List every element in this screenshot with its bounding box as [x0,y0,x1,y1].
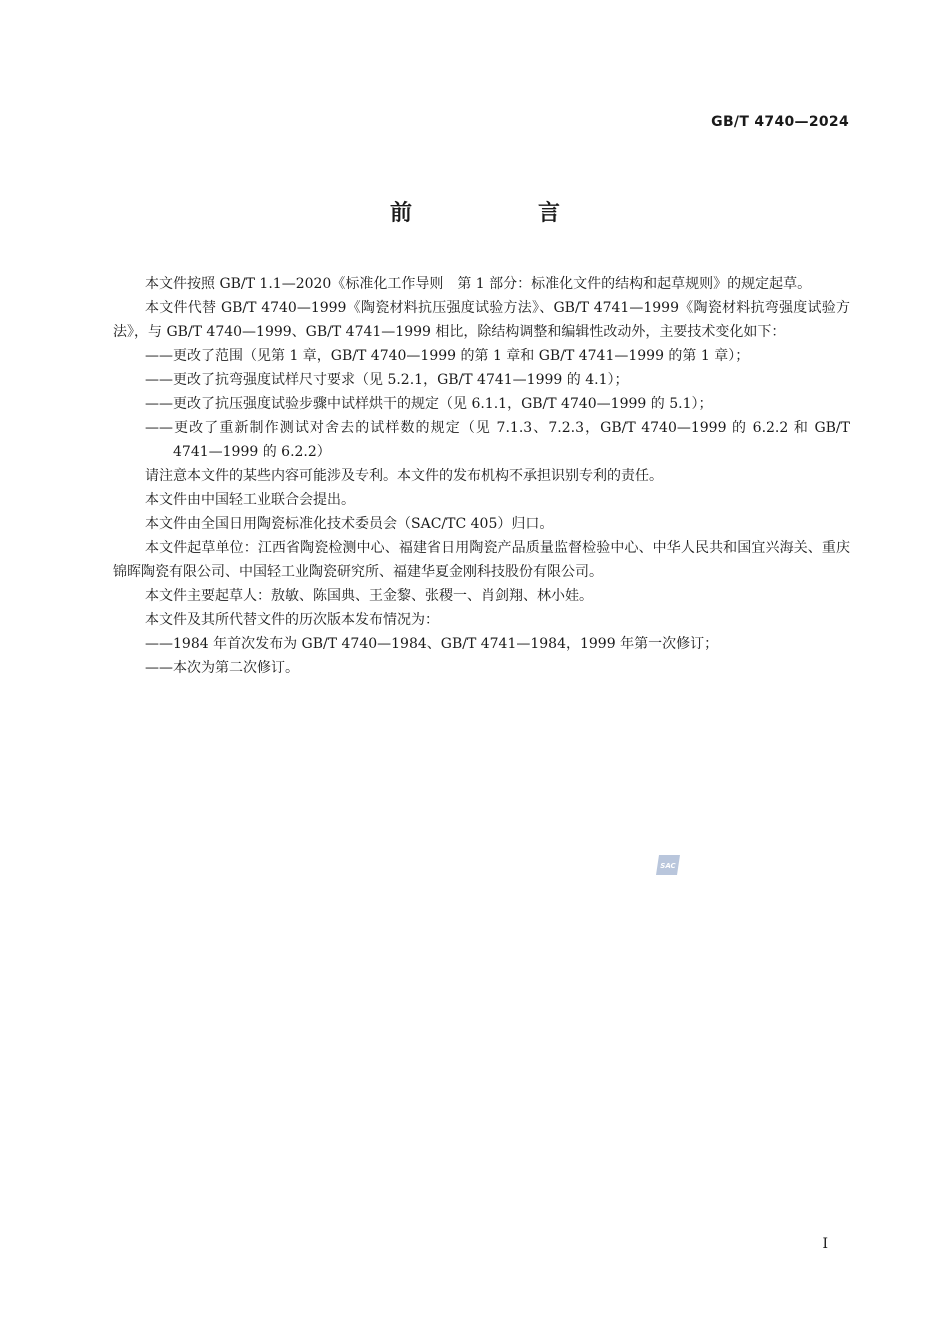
page-title: 前 言 [389,201,612,226]
paragraph-history-intro: 本文件及其所代替文件的历次版本发布情况为： [145,612,439,628]
change-item-specimen-size: ——更改了抗弯强度试样尺寸要求（见 5.2.1，GB/T 4741—1999 的 4.1）； [145,372,629,388]
standard-code: GB/T 4740—2024 [711,114,849,130]
paragraph-committee: 本文件由全国日用陶瓷标准化技术委员会（SAC/TC 405）归口。 [145,516,554,532]
paragraph-replacement: 本文件代替 GB/T 4740—1999《陶瓷材料抗压强度试验方法》、GB/T 4741—1999《陶瓷材料抗弯强度试验方法》，与 GB/T 4740—1999、GB/T 4741—1999 相比，除结构调整和编辑性改动外，主要技术变化如下： [113,300,850,340]
change-item-scope: ——更改了范围（见第 1 章，GB/T 4740—1999 的第 1 章和 GB/T 4741—1999 的第 1 章）； [145,348,750,364]
page-number: I [822,1236,828,1252]
paragraph-patent-notice: 请注意本文件的某些内容可能涉及专利。本文件的发布机构不承担识别专利的责任。 [145,468,663,484]
change-item-retest: ——更改了重新制作测试对舍去的试样数的规定（见 7.1.3、7.2.3，GB/T 4740—1999 的 6.2.2 和 GB/T 4741—1999 的 6.2.2） [145,420,850,460]
change-item-drying: ——更改了抗压强度试验步骤中试样烘干的规定（见 6.1.1，GB/T 4740—1999 的 5.1）； [145,396,713,412]
svg-text:SAC: SAC [660,862,676,870]
paragraph-drafting-rules: 本文件按照 GB/T 1.1—2020《标准化工作导则 第 1 部分：标准化文件的结构和起草规则》的规定起草。 [145,276,812,292]
paragraph-proposer: 本文件由中国轻工业联合会提出。 [145,492,355,508]
paragraph-drafting-units: 本文件起草单位：江西省陶瓷检测中心、福建省日用陶瓷产品质量监督检验中心、中华人民共和国宜兴海关、重庆锦晖陶瓷有限公司、中国轻工业陶瓷研究所、福建华夏金刚科技股份有限公司。 [113,540,850,580]
history-item-second: ——本次为第二次修订。 [145,660,299,676]
paragraph-drafters: 本文件主要起草人：敖敏、陈国典、王金黎、张稷一、肖剑翔、林小娃。 [145,588,593,604]
history-item-first: ——1984 年首次发布为 GB/T 4740—1984、GB/T 4741—1984，1999 年第一次修订； [145,636,719,652]
document-body [113,272,850,680]
sac-watermark-logo [655,853,681,877]
